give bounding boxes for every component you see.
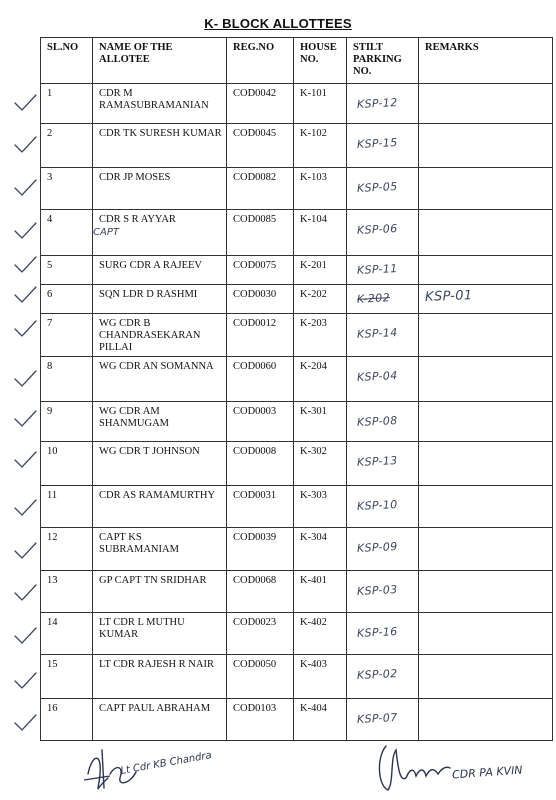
col-header-sl-no: SL.NO (41, 38, 93, 84)
cell-sl-no: 3 (41, 168, 93, 210)
table-row (41, 613, 553, 655)
check-mark-icon (12, 284, 38, 306)
cell-parking (347, 256, 419, 285)
table-row (41, 357, 553, 402)
handwritten-rank-note: CAPT (93, 227, 119, 238)
cell-parking (347, 655, 419, 699)
cell-parking (347, 357, 419, 402)
cell-sl-no: 11 (41, 486, 93, 528)
cell-name: SQN LDR D RASHMI (93, 285, 227, 314)
cell-house-no: K-301 (294, 402, 347, 442)
cell-remarks (419, 210, 553, 256)
cell-reg-no: COD0008 (227, 442, 294, 486)
table-row (41, 285, 553, 314)
col-header-name: NAME OF THE ALLOTEE (93, 38, 227, 84)
table-row (41, 442, 553, 486)
table-row (41, 256, 553, 285)
page-title: K- BLOCK ALLOTTEES (204, 16, 352, 31)
handwritten-parking: KSP-05 (356, 179, 398, 196)
cell-reg-no: COD0068 (227, 571, 294, 613)
handwritten-parking: KSP-08 (356, 413, 398, 430)
handwritten-parking-struck: K-202 (356, 291, 391, 306)
cell-remarks (419, 357, 553, 402)
handwritten-parking: KSP-13 (356, 453, 398, 470)
cell-reg-no: COD0050 (227, 655, 294, 699)
cell-sl-no: 13 (41, 571, 93, 613)
cell-house-no: K-101 (294, 84, 347, 124)
cell-name: SURG CDR A RAJEEV (93, 256, 227, 285)
cell-remarks (419, 613, 553, 655)
check-mark-icon (12, 670, 38, 692)
handwritten-parking: KSP-15 (356, 135, 398, 152)
cell-parking (347, 528, 419, 571)
allottees-table (40, 37, 553, 741)
cell-remarks (419, 256, 553, 285)
handwritten-parking: KSP-04 (356, 368, 398, 385)
cell-parking (347, 314, 419, 357)
cell-parking (347, 613, 419, 655)
handwritten-parking: KSP-11 (356, 261, 398, 278)
cell-reg-no: COD0023 (227, 613, 294, 655)
table-row (41, 486, 553, 528)
cell-name: CAPT KS SUBRAMANIAM (93, 528, 227, 571)
handwritten-parking: KSP-10 (356, 497, 398, 514)
cell-sl-no: 7 (41, 314, 93, 357)
cell-remarks (419, 168, 553, 210)
col-header-reg-no: REG.NO (227, 38, 294, 84)
check-mark-icon (12, 582, 38, 604)
table-row (41, 168, 553, 210)
cell-reg-no: COD0012 (227, 314, 294, 357)
handwritten-parking: KSP-12 (356, 95, 398, 112)
handwritten-parking: KSP-07 (356, 710, 398, 727)
col-header-house-no: HOUSE NO. (294, 38, 347, 84)
cell-name: CAPT PAUL ABRAHAM (93, 699, 227, 741)
cell-remarks (419, 699, 553, 741)
cell-sl-no: 15 (41, 655, 93, 699)
cell-remarks (419, 314, 553, 357)
cell-sl-no: 10 (41, 442, 93, 486)
check-mark-icon (12, 254, 38, 276)
cell-name: CDR JP MOSES (93, 168, 227, 210)
cell-sl-no: 1 (41, 84, 93, 124)
cell-sl-no: 8 (41, 357, 93, 402)
check-mark-icon (12, 449, 38, 471)
cell-reg-no: COD0082 (227, 168, 294, 210)
cell-name: CDR AS RAMAMURTHY (93, 486, 227, 528)
cell-name: LT CDR L MUTHU KUMAR (93, 613, 227, 655)
cell-parking (347, 84, 419, 124)
cell-parking (347, 699, 419, 741)
table-row (41, 655, 553, 699)
cell-parking (347, 210, 419, 256)
cell-house-no: K-103 (294, 168, 347, 210)
check-mark-icon (12, 497, 38, 519)
cell-house-no: K-403 (294, 655, 347, 699)
check-mark-icon (12, 712, 38, 734)
table-row (41, 314, 553, 357)
handwritten-parking: KSP-02 (356, 666, 398, 683)
cell-name: CDR TK SURESH KUMAR (93, 124, 227, 168)
cell-reg-no: COD0003 (227, 402, 294, 442)
cell-sl-no: 9 (41, 402, 93, 442)
cell-house-no: K-202 (294, 285, 347, 314)
cell-remarks (419, 285, 553, 314)
check-mark-icon (12, 625, 38, 647)
table-row (41, 528, 553, 571)
col-header-remarks: REMARKS (419, 38, 553, 84)
signature-right-name: CDR PA KVIN (451, 763, 523, 782)
check-mark-icon (12, 540, 38, 562)
cell-sl-no: 16 (41, 699, 93, 741)
cell-house-no: K-104 (294, 210, 347, 256)
cell-reg-no: COD0060 (227, 357, 294, 402)
cell-sl-no: 2 (41, 124, 93, 168)
cell-remarks (419, 571, 553, 613)
handwritten-remark: KSP-01 (424, 288, 473, 305)
cell-house-no: K-302 (294, 442, 347, 486)
cell-house-no: K-303 (294, 486, 347, 528)
cell-name (93, 210, 227, 256)
cell-house-no: K-203 (294, 314, 347, 357)
handwritten-parking: KSP-09 (356, 539, 398, 556)
check-mark-icon (12, 408, 38, 430)
signature-right-scribble (372, 738, 452, 796)
cell-sl-no: 14 (41, 613, 93, 655)
cell-parking (347, 402, 419, 442)
cell-reg-no: COD0042 (227, 84, 294, 124)
cell-sl-no: 4 (41, 210, 93, 256)
handwritten-parking: KSP-06 (356, 221, 398, 238)
check-mark-icon (12, 177, 38, 199)
cell-house-no: K-402 (294, 613, 347, 655)
cell-reg-no: COD0039 (227, 528, 294, 571)
cell-sl-no: 5 (41, 256, 93, 285)
col-header-stilt-parking: STILT PARKING NO. (347, 38, 419, 84)
table-row (41, 402, 553, 442)
table-row (41, 699, 553, 741)
cell-name: WG CDR B CHANDRASEKARAN PILLAI (93, 314, 227, 357)
cell-remarks (419, 528, 553, 571)
cell-parking (347, 168, 419, 210)
cell-parking (347, 486, 419, 528)
cell-name: WG CDR AM SHANMUGAM (93, 402, 227, 442)
cell-remarks (419, 84, 553, 124)
signature-left-name: Lt Cdr KB Chandra (119, 750, 213, 777)
cell-house-no: K-201 (294, 256, 347, 285)
handwritten-parking: KSP-14 (356, 325, 398, 342)
cell-name: GP CAPT TN SRIDHAR (93, 571, 227, 613)
handwritten-parking: KSP-03 (356, 582, 398, 599)
cell-reg-no: COD0075 (227, 256, 294, 285)
cell-name: CDR M RAMASUBRAMANIAN (93, 84, 227, 124)
check-mark-icon (12, 368, 38, 390)
check-mark-icon (12, 134, 38, 156)
cell-name-text: CDR S R AYYAR (99, 214, 176, 225)
cell-house-no: K-304 (294, 528, 347, 571)
cell-reg-no: COD0031 (227, 486, 294, 528)
cell-parking (347, 442, 419, 486)
cell-parking (347, 571, 419, 613)
cell-house-no: K-204 (294, 357, 347, 402)
cell-reg-no: COD0103 (227, 699, 294, 741)
table-row (41, 84, 553, 124)
cell-house-no: K-404 (294, 699, 347, 741)
cell-remarks (419, 486, 553, 528)
cell-sl-no: 6 (41, 285, 93, 314)
cell-name: WG CDR T JOHNSON (93, 442, 227, 486)
cell-house-no: K-401 (294, 571, 347, 613)
cell-remarks (419, 442, 553, 486)
check-mark-icon (12, 318, 38, 340)
check-mark-icon (12, 220, 38, 242)
table-row (41, 124, 553, 168)
cell-sl-no: 12 (41, 528, 93, 571)
cell-reg-no: COD0085 (227, 210, 294, 256)
cell-reg-no: COD0045 (227, 124, 294, 168)
cell-house-no: K-102 (294, 124, 347, 168)
header-row (41, 38, 553, 84)
cell-reg-no: COD0030 (227, 285, 294, 314)
cell-remarks (419, 655, 553, 699)
cell-parking (347, 285, 419, 314)
cell-remarks (419, 402, 553, 442)
cell-name: WG CDR AN SOMANNA (93, 357, 227, 402)
cell-name: LT CDR RAJESH R NAIR (93, 655, 227, 699)
handwritten-parking: KSP-16 (356, 624, 398, 641)
cell-remarks (419, 124, 553, 168)
cell-parking (347, 124, 419, 168)
table-row (41, 571, 553, 613)
check-mark-icon (12, 92, 38, 114)
table-row (41, 210, 553, 256)
